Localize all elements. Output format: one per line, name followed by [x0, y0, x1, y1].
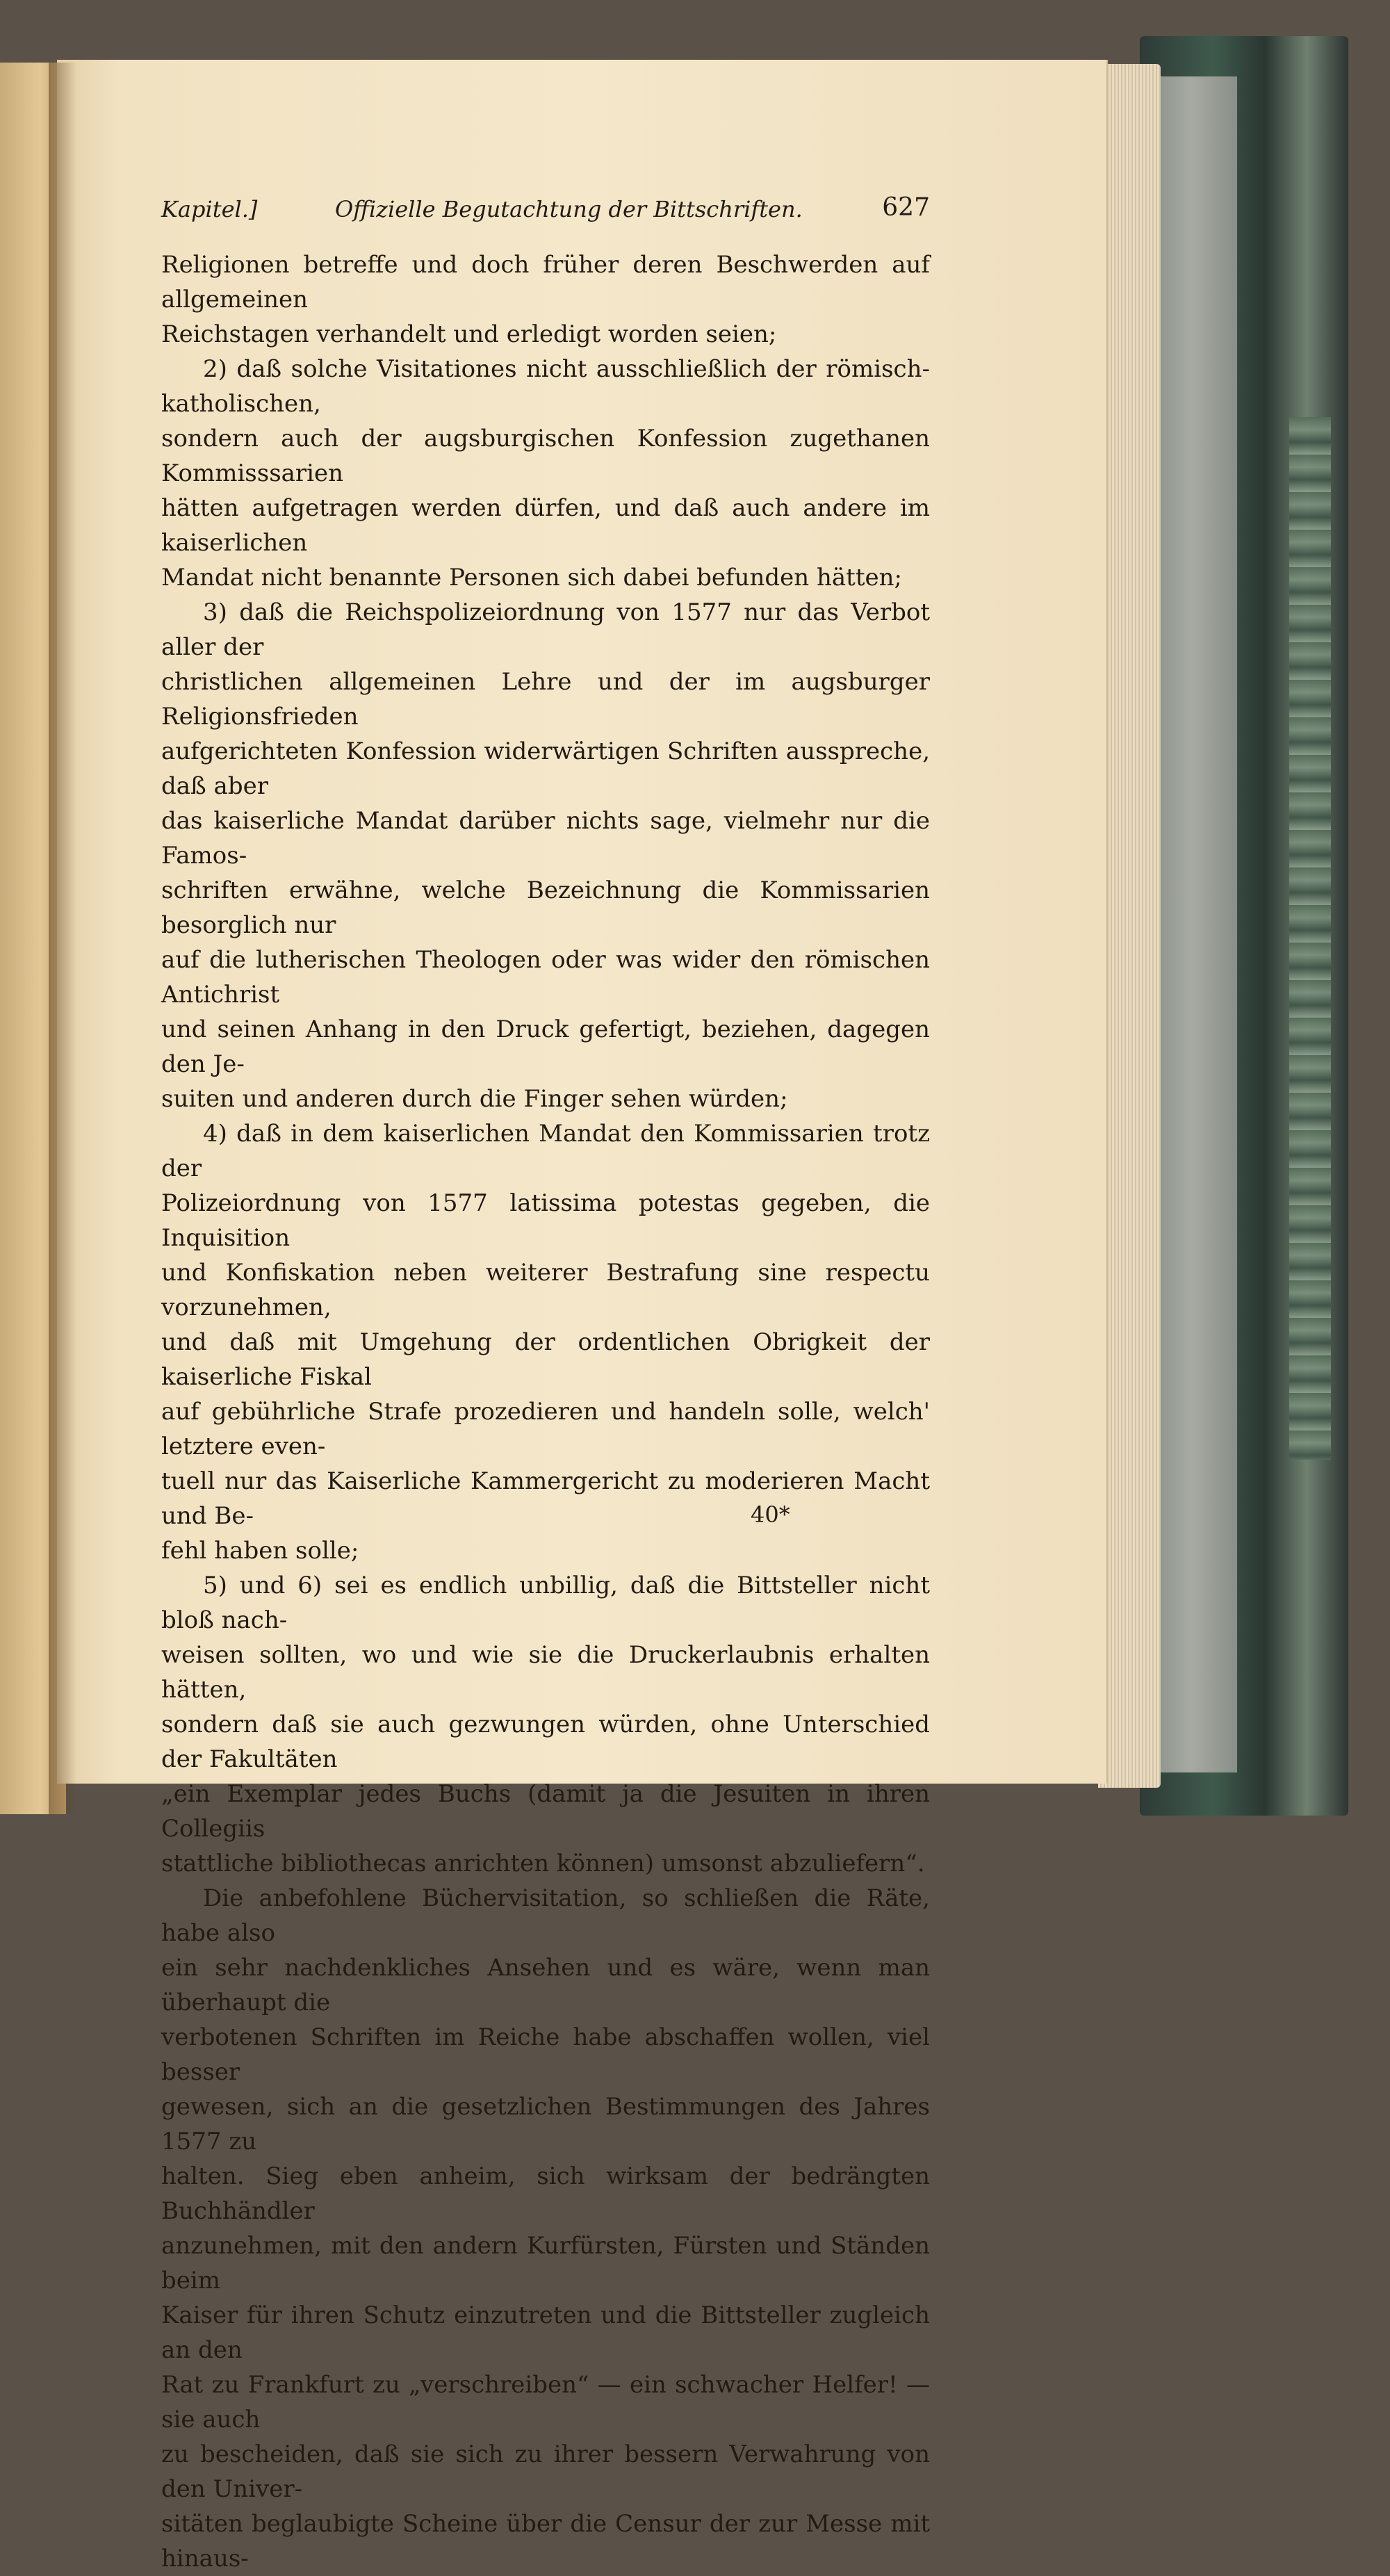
cover-board — [1154, 76, 1237, 1772]
paragraph-1: Religionen betreffe und doch früher deren Beschwerden auf allgemeinen Reichstagen verhandelt und erledigt worden seien; — [161, 251, 930, 348]
marbled-spine — [1289, 417, 1331, 1460]
paragraph-3: 3) daß die Reichspolizeiordnung von 1577 nur das Verbot aller der christlichen allgemeinen Lehre und der im augsburger Religionsfrieden aufgerichteten Konfession widerwärtigen Schriften ausspreche, daß aber das kaiserliche Mandat darüber nichts sage, vielmehr nur die Famos- schriften erwähne, welche Bezeichnung die Kommissarien besorglich nur auf die lutherischen Theologen oder was wider den römischen Antichrist und seinen Anhang in den Druck gefertigt, beziehen, dagegen den Je- suiten und anderen durch die Finger sehen würden; — [161, 598, 930, 1113]
page-gutter — [49, 63, 76, 1814]
paragraph-5: 5) und 6) sei es endlich unbillig, daß die Bittsteller nicht bloß nach- weisen sollten, wo und wie sie die Druckerlaubnis erhalten hätten, sondern daß sie auch gezwungen würden, ohne Unterschied der Fakultäten „ein Exemplar jedes Buchs (damit ja die Jesuiten in ihren Collegiis stattliche bibliothecas anrichten können) umsonst abzuliefern“. — [161, 1572, 930, 1877]
signature-mark: 40* — [751, 1501, 790, 1528]
paragraph-4: 4) daß in dem kaiserlichen Mandat den Kommissarien trotz der Polizeiordnung von 1577 latissima potestas gegeben, die Inquisition und Konfiskation neben weiterer Bestrafung sine respectu vorzunehmen, und daß mit Umgehung der ordentlichen Obrigkeit der kaiserliche Fiskal auf gebührliche Strafe prozedieren und handeln solle, welch' letztere even- tuell nur das Kaiserliche Kammergericht zu moderieren Macht und Be- fehl haben solle; — [161, 1120, 930, 1565]
running-title: Offizielle Begutachtung der Bittschriften. — [335, 196, 803, 222]
paragraph-2: 2) daß solche Visitationes nicht ausschließlich der römisch-katholischen, sondern auch der augsburgischen Konfession zugethanen Kommisssarien hätten aufgetragen werden dürfen, und daß auch andere im kaiserlichen Mandat nicht benannte Personen sich dabei befunden hätten; — [161, 355, 930, 592]
page-number: 627 — [882, 193, 930, 222]
page-body — [161, 247, 930, 2576]
running-header — [161, 193, 930, 227]
page-edges — [1098, 64, 1161, 1788]
paragraph-6: Die anbefohlene Büchervisitation, so schließen die Räte, habe also ein sehr nachdenkliches Ansehen und es wäre, wenn man überhaupt die verbotenen Schriften im Reiche habe abschaffen wollen, viel besser gewesen, sich an die gesetzlichen Bestimmungen des Jahres 1577 zu halten. Sieg eben anheim, sich wirksam der bedrängten Buchhändler anzunehmen, mit den andern Kurfürsten, Fürsten und Ständen beim Kaiser für ihren Schutz einzutreten und die Bittsteller zugleich an den Rat zu Frankfurt zu „verschreiben“ — ein schwacher Helfer! — sie auch zu bescheiden, daß sie sich zu ihrer bessern Verwahrung von den Univer- sitäten beglaubigte Scheine über die Censur der zur Messe mit hinaus- — [161, 1884, 930, 2573]
chapter-label: Kapitel.] — [161, 196, 258, 222]
